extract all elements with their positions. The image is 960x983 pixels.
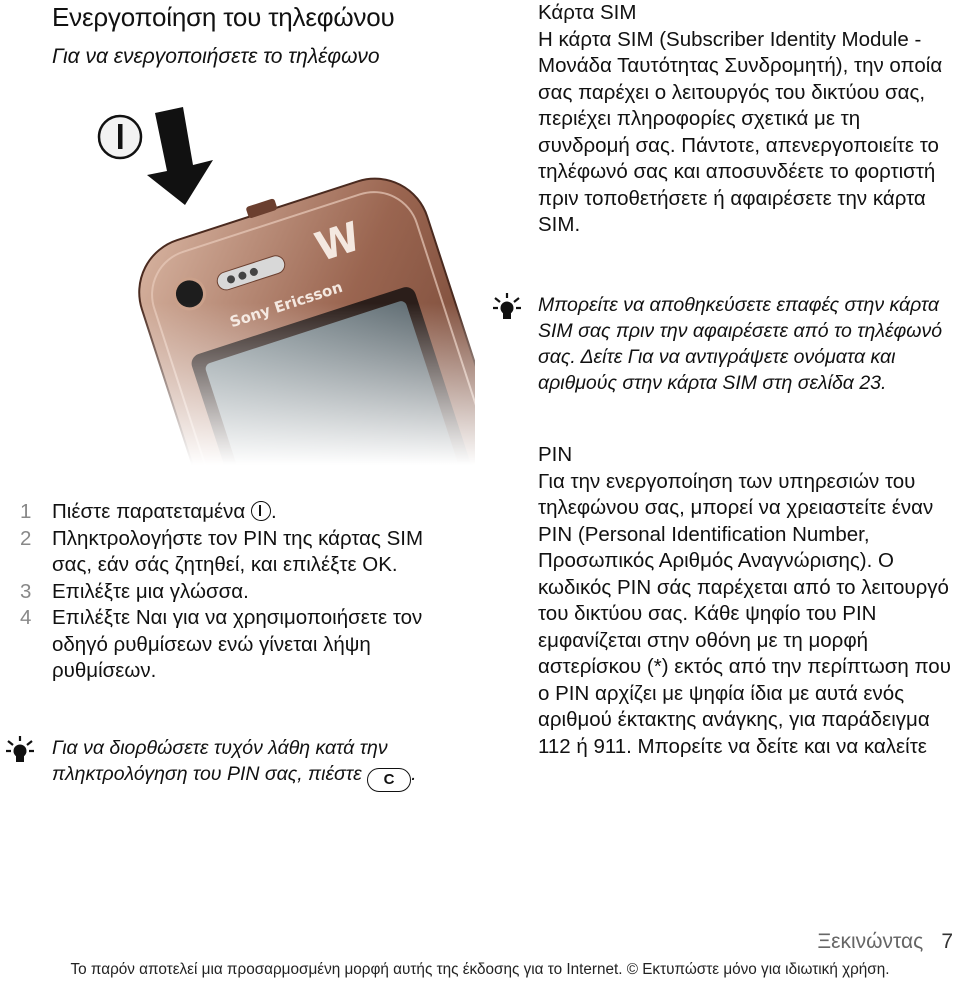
section-subtitle: Για να ενεργοποιήσετε το τηλέφωνο bbox=[52, 45, 380, 68]
step-4: 4 Επιλέξτε Ναι για να χρησιμοποιήσετε τον οδηγό ρυθμίσεων ενώ γίνεται λήψη ρυθμίσεων. bbox=[20, 606, 423, 682]
ok-label: OK bbox=[362, 553, 392, 576]
pin-title: PIN bbox=[538, 443, 573, 466]
pin-correction-tip: Για να διορθώσετε τυχόν λάθη κατά την πληκτρολόγηση του PIN σας, πιέστε C . bbox=[52, 735, 472, 792]
pin-body: Για την ενεργοποίηση των υπηρεσιών του τηλεφώνου σας, μπορεί να χρειαστείτε έναν PIN (Personal Identification Number, Προσωπικός Αριθμός Αναγνώρισης). Ο κωδικός PIN σάς παρέχεται από το λειτουργό του δικτύου σας. Κάθε ψηφίο του PIN εμφανίζεται στην οθόνη με τη μορφή αστερίσκου (*) εκτός από την περίπτωση που ο PIN αρχίζει με ψηφία ίδια με αυτά ενός αριθμού έκτακτης ανάγκης, για παράδειγμα 112 ή 911. Μπορείτε να δείτε και να καλείτε bbox=[538, 469, 951, 758]
step-1: 1 Πιέστε παρατεταμένα . bbox=[20, 499, 465, 526]
step-number: 2 bbox=[20, 526, 32, 550]
tip-lightbulb-icon bbox=[4, 735, 36, 765]
tip-lightbulb-icon bbox=[491, 292, 523, 322]
yes-label: Ναι bbox=[135, 606, 168, 629]
pin-section bbox=[538, 442, 953, 760]
step-2: 2 Πληκτρολογήστε τον PIN της κάρτας SIM σας, εάν σάς ζητηθεί, και επιλέξτε OK. bbox=[20, 526, 424, 576]
page-title: Ενεργοποίηση του τηλεφώνου bbox=[52, 2, 395, 32]
activation-steps bbox=[20, 499, 465, 685]
step-3: 3 Επιλέξτε μια γλώσσα. bbox=[20, 579, 465, 606]
chapter-label: Ξεκινώντας bbox=[817, 930, 924, 953]
sim-body: Η κάρτα SIM (Subscriber Identity Module - Μονάδα Ταυτότητας Συνδρομητή), την οποία σας παρέχει ο λειτουργός του δικτύου σας, περιέχει πληροφορίες σχετικά με τη συνδρομή σας. Πάντοτε, απενεργοποιείτε το τηλέφωνό σας και αποσυνδέετε το φορτιστή πριν τοποθετήσετε ή αφαιρέσετε την κάρτα SIM. bbox=[538, 27, 943, 236]
power-button-icon bbox=[99, 116, 141, 158]
c-key-icon: C bbox=[367, 768, 411, 792]
page-footer-section bbox=[817, 930, 953, 954]
sim-contacts-tip: Μπορείτε να αποθηκεύσετε επαφές στην κάρτα SIM σας πριν την αφαιρέσετε από το τηλέφωνό σας. Δείτε Για να αντιγράψετε ονόματα και αριθμούς στην κάρτα SIM στη σελίδα 23. bbox=[538, 294, 943, 394]
step-number: 1 bbox=[20, 500, 32, 523]
footer-notice: Το παρόν αποτελεί μια προσαρμοσμένη μορφή αυτής της έκδοσης για το Internet. © Εκτυπώστε μόνο για ιδιωτική χρήση. bbox=[70, 961, 890, 978]
step-number: 4 bbox=[20, 606, 32, 629]
page-number: 7 bbox=[941, 930, 953, 953]
power-key-icon bbox=[251, 501, 271, 521]
sim-section bbox=[538, 0, 953, 239]
step-number: 3 bbox=[20, 579, 32, 603]
phone-illustration bbox=[95, 105, 475, 465]
sim-title: Κάρτα SIM bbox=[538, 1, 637, 24]
